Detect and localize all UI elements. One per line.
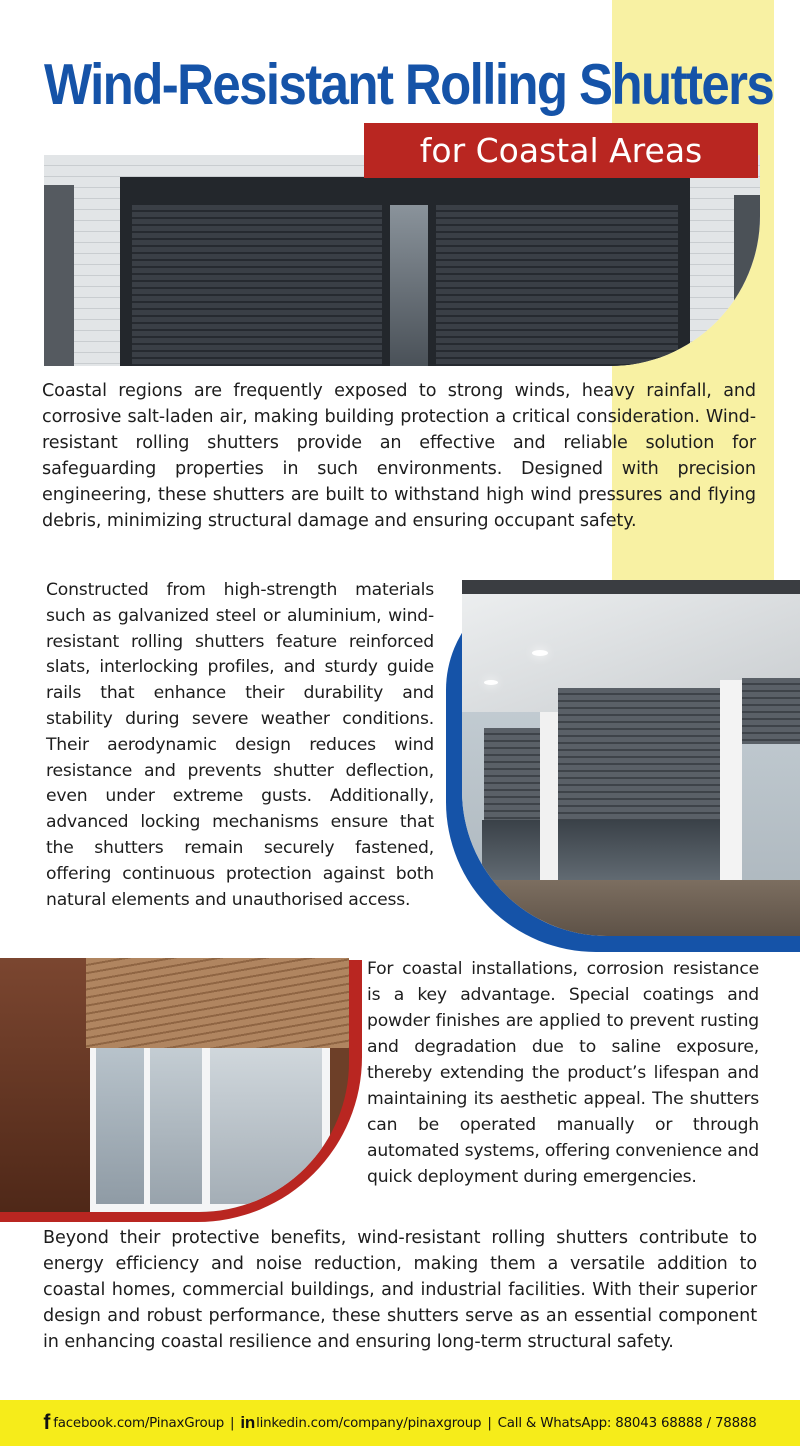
garage-shutter-photo (44, 155, 760, 366)
deck-floor (462, 880, 800, 936)
footer-content (0, 1400, 800, 1446)
shutter-right (436, 205, 678, 366)
window-shutter (484, 728, 540, 820)
footer-bar (0, 1400, 800, 1446)
window-pane (210, 1044, 322, 1204)
roller-shutter (86, 958, 349, 1048)
window-shutter (742, 678, 800, 744)
shutter-left (132, 205, 382, 366)
interior-shutter-photo (0, 958, 349, 1212)
benefits-paragraph: Beyond their protective benefits, wind-resistant rolling shutters contribute to energy efficiency and noise reduction, making them a versatile addition to coastal homes, commercial buildings, and industrial facilities. With their superior design and robust performance, these shutters serve as an essential component in enhancing coastal resilience and ensuring long-term structural safety. (43, 1228, 757, 1352)
window-pane (96, 1044, 144, 1204)
page-title: Wind-Resistant Rolling Shutters (44, 52, 774, 117)
linkedin-icon: in (240, 1413, 256, 1432)
facebook-link[interactable]: facebook.com/PinaxGroup (53, 1415, 225, 1431)
footer-separator: | (487, 1415, 492, 1431)
house-shutter-photo (462, 580, 800, 936)
window-shutter (558, 688, 720, 822)
ceiling-light (532, 650, 548, 656)
intro-paragraph: Coastal regions are frequently exposed to strong winds, heavy rainfall, and corrosive salt-laden air, making building protection a critical consideration. Wind-resistant rolling shutters provide an effective and reliable solution for safeguarding properties in such environments. Designed with precision engineering, these shutters are built to withstand high wind pressures and flying debris, minimizing structural damage and ensuring occupant safety. (42, 381, 756, 531)
window-pane (150, 1044, 202, 1204)
subtitle-banner: for Coastal Areas (364, 123, 758, 178)
corrosion-paragraph: For coastal installations, corrosion resistance is a key advantage. Special coatings and powder finishes are applied to prevent rusting and degradation due to saline exposure, thereby extending the product’s lifespan and maintaining its aesthetic appeal. The shutters can be operated manually or through automated systems, offering convenience and quick deployment during emergencies. (367, 959, 759, 1187)
roof-beam (462, 580, 800, 594)
center-door (390, 205, 428, 366)
facebook-icon: f (43, 1411, 51, 1434)
linkedin-link[interactable]: linkedin.com/company/pinaxgroup (256, 1415, 482, 1431)
wood-wall (0, 958, 90, 1212)
left-wall-shadow (44, 185, 74, 366)
right-wall-shadow (734, 195, 760, 366)
materials-paragraph: Constructed from high-strength materials such as galvanized steel or aluminium, wind-resistant rolling shutters feature reinforced slats, interlocking profiles, and sturdy guide rails that enhance their durability and stability during severe weather conditions. Their aerodynamic design reduces wind resistance and prevents shutter deflection, even under extreme gusts. Additionally, advanced locking mechanisms ensure that the shutters remain securely fastened, offering continuous protection against both natural elements and unauthorised access. (46, 580, 434, 910)
footer-separator: | (230, 1415, 235, 1431)
contact-info: Call & WhatsApp: 88043 68888 / 78888 (497, 1415, 757, 1431)
ceiling-light (484, 680, 498, 685)
